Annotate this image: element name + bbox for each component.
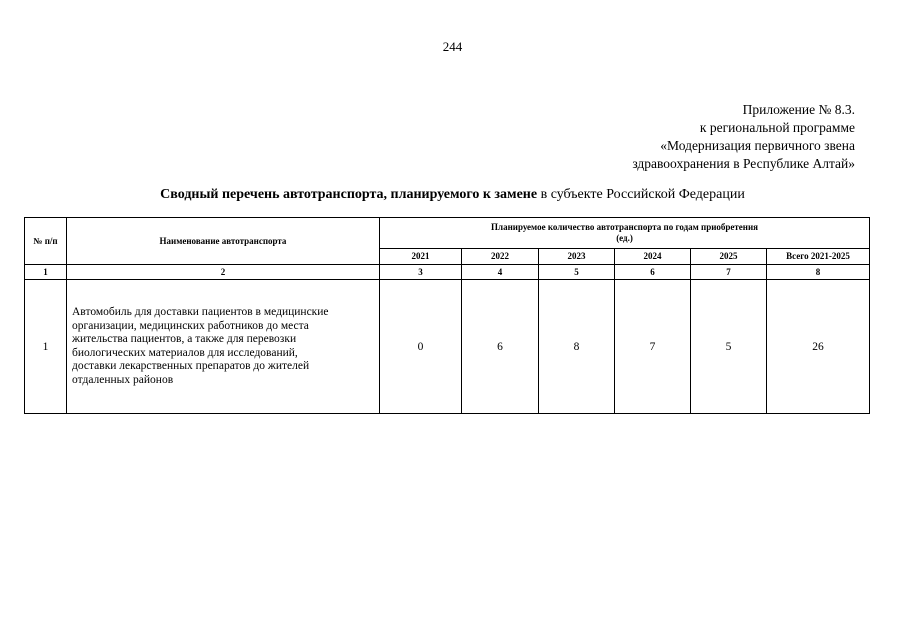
appendix-line-1: Приложение № 8.3. (742, 102, 855, 117)
vehicle-name-line: организации, медицинских работников до места (72, 319, 309, 332)
column-number: 1 (25, 265, 67, 280)
column-number: 7 (691, 265, 767, 280)
vehicle-name-line: отдаленных районов (72, 373, 174, 386)
column-number: 6 (615, 265, 691, 280)
page-number: 244 (442, 39, 463, 54)
row-number: 1 (25, 280, 67, 414)
document-title (0, 187, 905, 203)
document-title-normal: в субъекте Российской Федерации (537, 187, 745, 202)
header-year: 2025 (691, 249, 767, 265)
header-planned-label: Планируемое количество автотранспорта по годам приобретения (491, 222, 759, 232)
header-year: 2023 (539, 249, 615, 265)
column-number: 8 (767, 265, 870, 280)
header-year: 2024 (615, 249, 691, 265)
appendix-line-2: к региональной программе (699, 120, 855, 135)
value-total: 26 (767, 280, 870, 414)
header-row (25, 218, 870, 249)
document-title-bold: Сводный перечень автотранспорта, планируемого к замене (160, 187, 538, 202)
header-year: 2021 (380, 249, 462, 265)
appendix-line-3: «Модернизация первичного звена (660, 138, 855, 153)
column-number: 3 (380, 265, 462, 280)
header-num: № п/п (25, 218, 67, 265)
vehicle-name (67, 280, 380, 414)
value-2022: 6 (462, 280, 539, 414)
appendix-reference (632, 101, 855, 173)
table-row (25, 280, 870, 414)
vehicle-summary-table (24, 217, 870, 414)
column-number: 2 (67, 265, 380, 280)
column-number: 5 (539, 265, 615, 280)
vehicle-name-line: Автомобиль для доставки пациентов в медицинские (72, 306, 329, 318)
appendix-line-4: здравоохранения в Республике Алтай» (632, 156, 855, 171)
header-unit-label: (ед.) (616, 233, 633, 243)
column-number: 4 (462, 265, 539, 280)
header-year: 2022 (462, 249, 539, 265)
vehicle-name-line: жительства пациентов, а также для перевозки (72, 333, 297, 345)
vehicle-name-line: доставки лекарственных препаратов до жителей (72, 360, 310, 372)
value-2024: 7 (615, 280, 691, 414)
header-planned (380, 218, 870, 249)
header-name: Наименование автотранспорта (67, 218, 380, 265)
vehicle-name-line: биологических материалов для исследований, (72, 346, 298, 359)
column-number-row (25, 265, 870, 280)
value-2021: 0 (380, 280, 462, 414)
header-total: Всего 2021-2025 (767, 249, 870, 265)
value-2025: 5 (691, 280, 767, 414)
value-2023: 8 (539, 280, 615, 414)
